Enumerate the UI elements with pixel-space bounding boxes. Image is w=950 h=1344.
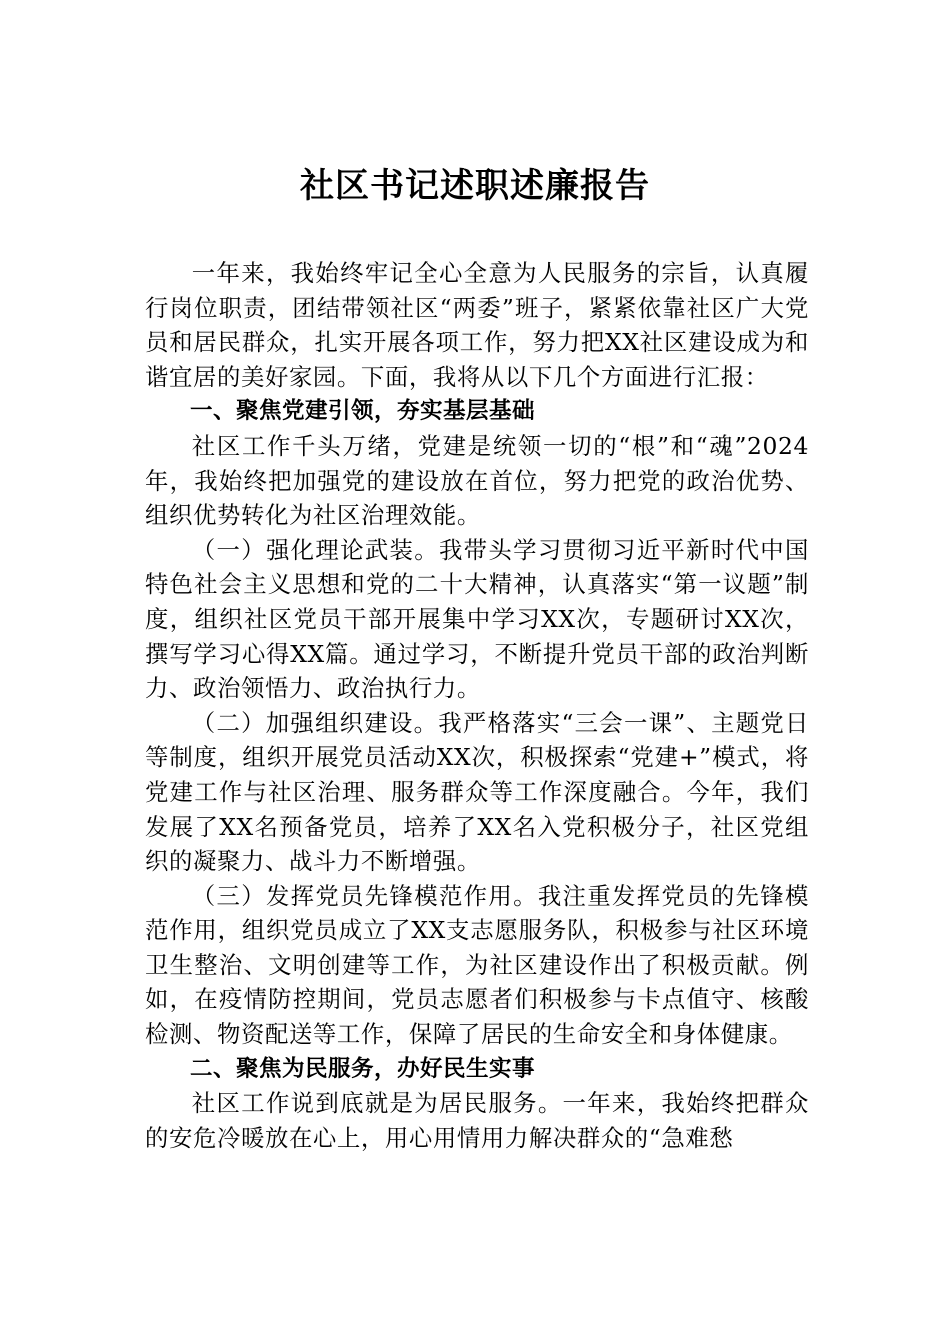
section-1-item-1-text: 我带头学习贯彻习近平新时代中国特色社会主义思想和党的二十大精神，认真落实“第一议题”制度，组织社区党员干部开展集中学习XX次，专题研讨XX次，撰写学习心得XX篇。通过学习，不断提升党员干部的政治判断力、政治领悟力、政治执行力。 (145, 535, 809, 703)
section-2-lead-paragraph: 社区工作说到底就是为居民服务。一年来，我始终把群众的安危冷暖放在心上，用心用情用力解决群众的“急难愁 (145, 1089, 809, 1152)
section-1-item-3-paragraph (145, 879, 809, 1052)
section-1-item-3-label: （三）发挥党员先锋模范作用。 (191, 881, 538, 910)
section-1-item-2-label: （二）加强组织建设。 (191, 708, 439, 737)
section-1-item-2-paragraph (145, 706, 809, 879)
document-body (145, 256, 809, 1155)
section-1-item-1-label: （一）强化理论武装。 (191, 535, 439, 564)
section-1-heading: 一、聚焦党建引领，夯实基层基础 (190, 398, 536, 425)
intro-paragraph: 一年来，我始终牢记全心全意为人民服务的宗旨，认真履行岗位职责，团结带领社区“两委”班子，紧紧依靠社区广大党员和居民群众，扎实开展各项工作，努力把XX社区建设成为和谐宜居的美好家园。下面，我将从以下几个方面进行汇报： (145, 259, 809, 391)
section-1-item-3-text: 我注重发挥党员的先锋模范作用，组织党员成立了XX支志愿服务队，积极参与社区环境卫生整治、文明创建等工作，为社区建设作出了积极贡献。例如，在疫情防控期间，党员志愿者们积极参与卡点值守、核酸检测、物资配送等工作，保障了居民的生命安全和身体健康。 (145, 881, 809, 1049)
section-1-item-2-text: 我严格落实“三会一课”、主题党日等制度，组织开展党员活动XX次，积极探索“党建+”模式，将党建工作与社区治理、服务群众等工作深度融合。今年，我们发展了XX名预备党员，培养了XX名入党积极分子，社区党组织的凝聚力、战斗力不断增强。 (145, 708, 810, 876)
section-1-lead-paragraph: 社区工作千头万绪，党建是统领一切的“根”和“魂”2024年，我始终把加强党的建设放在首位，努力把党的政治优势、组织优势转化为社区治理效能。 (145, 431, 809, 530)
document-title: 社区书记述职述廉报告 (300, 166, 650, 206)
section-2-heading: 二、聚焦为民服务，办好民生实事 (190, 1055, 536, 1082)
section-1-item-1-paragraph (145, 533, 809, 706)
